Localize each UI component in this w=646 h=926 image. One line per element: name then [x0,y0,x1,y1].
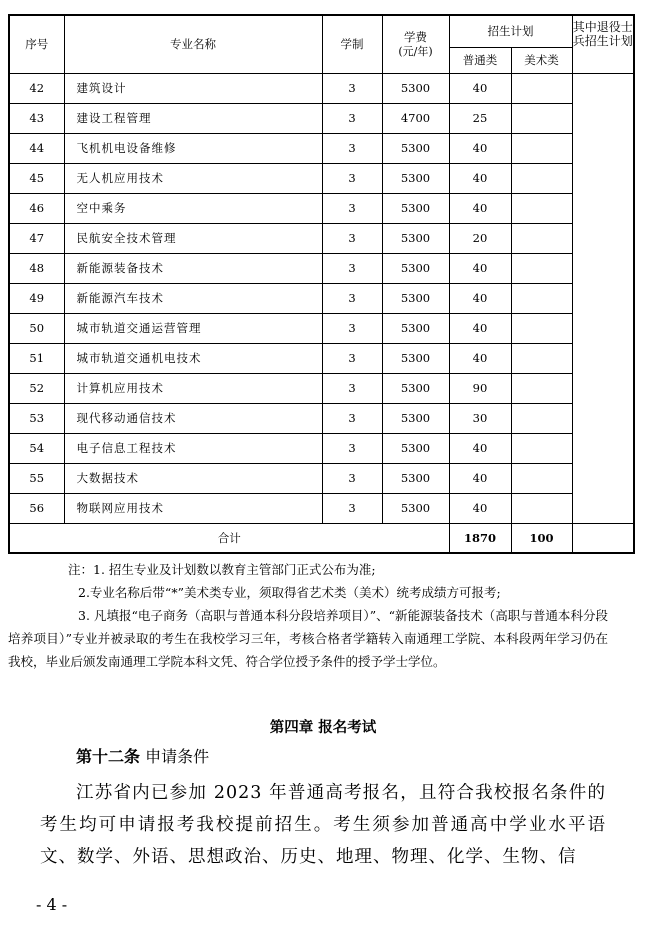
article-heading [76,744,209,767]
cell-years: 3 [322,283,382,313]
table-row [9,163,634,193]
cell-fee: 4700 [382,103,449,133]
article-number: 第十二条 [76,747,141,766]
cell-years: 3 [322,133,382,163]
cell-plan-general: 90 [449,373,511,403]
cell-fee: 5300 [382,73,449,103]
header-fee [382,15,449,73]
cell-plan-art [511,223,572,253]
note-2: 2.专业名称后带“*”美术类专业，须取得省艺术类（美术）统考成绩方可报考; [78,585,501,600]
cell-seq: 43 [9,103,64,133]
cell-years: 3 [322,193,382,223]
cell-fee: 5300 [382,283,449,313]
cell-seq: 44 [9,133,64,163]
cell-plan-general: 40 [449,433,511,463]
cell-plan-general: 40 [449,73,511,103]
cell-years: 3 [322,103,382,133]
cell-plan-art [511,73,572,103]
table-row [9,223,634,253]
table-row [9,343,634,373]
cell-major: 城市轨道交通运营管理 [64,313,322,343]
cell-years: 3 [322,403,382,433]
cell-plan-general: 20 [449,223,511,253]
cell-seq: 51 [9,343,64,373]
table-row [9,73,634,103]
header-major: 专业名称 [64,15,322,73]
cell-major: 空中乘务 [64,193,322,223]
header-seq: 序号 [9,15,64,73]
cell-seq: 54 [9,433,64,463]
article-title: 申请条件 [145,747,210,766]
cell-major: 建设工程管理 [64,103,322,133]
total-art: 100 [511,523,572,553]
chapter-heading: 第四章 报名考试 [269,720,377,736]
header-plan: 招生计划 [449,15,572,47]
article-body [40,777,606,873]
cell-years: 3 [322,343,382,373]
cell-fee: 5300 [382,133,449,163]
cell-plan-art [511,403,572,433]
cell-seq: 56 [9,493,64,523]
cell-plan-general: 30 [449,403,511,433]
cell-fee: 5300 [382,163,449,193]
cell-plan-art [511,193,572,223]
cell-plan-general: 40 [449,463,511,493]
cell-seq: 42 [9,73,64,103]
cell-fee: 5300 [382,343,449,373]
cell-plan-art [511,463,572,493]
cell-years: 3 [322,493,382,523]
cell-fee: 5300 [382,463,449,493]
cell-major: 飞机机电设备维修 [64,133,322,163]
total-veteran [572,523,634,553]
table-row [9,193,634,223]
cell-plan-general: 40 [449,343,511,373]
header-veteran-cell [572,15,634,73]
cell-plan-art [511,283,572,313]
header-fee-line2: (元/年) [398,45,433,59]
cell-plan-general: 25 [449,103,511,133]
cell-fee: 5300 [382,223,449,253]
cell-fee: 5300 [382,313,449,343]
cell-seq: 45 [9,163,64,193]
cell-plan-art [511,133,572,163]
cell-plan-art [511,493,572,523]
cell-fee: 5300 [382,373,449,403]
cell-fee: 5300 [382,433,449,463]
total-general: 1870 [449,523,511,553]
total-label: 合计 [9,523,449,553]
table-row [9,133,634,163]
cell-seq: 52 [9,373,64,403]
cell-plan-general: 40 [449,163,511,193]
header-plan-general: 普通类 [449,47,511,73]
table-row [9,403,634,433]
table-row [9,433,634,463]
cell-major: 新能源装备技术 [64,253,322,283]
cell-plan-general: 40 [449,493,511,523]
cell-major: 民航安全技术管理 [64,223,322,253]
cell-seq: 47 [9,223,64,253]
header-years: 学制 [322,15,382,73]
cell-major: 电子信息工程技术 [64,433,322,463]
cell-plan-art [511,253,572,283]
notes [8,558,608,673]
cell-seq: 46 [9,193,64,223]
table-row [9,313,634,343]
cell-years: 3 [322,433,382,463]
total-row [9,523,634,553]
cell-seq: 53 [9,403,64,433]
note-1: 注：1. 招生专业及计划数以教育主管部门正式公布为准; [68,562,376,577]
cell-seq: 48 [9,253,64,283]
header-fee-line1: 学费 [404,30,427,45]
cell-major: 现代移动通信技术 [64,403,322,433]
header-veteran: 其中退役士兵招生计划 [572,20,633,48]
cell-plan-art [511,103,572,133]
cell-fee: 5300 [382,253,449,283]
cell-seq: 49 [9,283,64,313]
table-row [9,283,634,313]
cell-fee: 5300 [382,493,449,523]
header-plan-art: 美术类 [511,47,572,73]
cell-major: 城市轨道交通机电技术 [64,343,322,373]
article-paragraph: 江苏省内已参加 2023 年普通高考报名，且符合我校报名条件的考生均可申请报考我校提前招生。考生须参加普通高中学业水平语文、数学、外语、思想政治、历史、地理、物理、化学、生物、信 [40,783,606,867]
cell-plan-general: 40 [449,133,511,163]
table-row [9,493,634,523]
note-3: 3. 凡填报“电子商务（高职与普通本科分段培养项目）”、“新能源装备技术（高职与普通本科分段培养项目）”专业并被录取的考生在我校学习三年，考核合格者学籍转入南通理工学院、本科段两年学习仍在我校，毕业后颁发南通理工学院本科文凭、符合学位授予条件的授予学士学位。 [8,608,608,669]
cell-fee: 5300 [382,403,449,433]
cell-years: 3 [322,313,382,343]
cell-plan-art [511,343,572,373]
cell-years: 3 [322,73,382,103]
cell-major: 无人机应用技术 [64,163,322,193]
cell-years: 3 [322,463,382,493]
table-row [9,463,634,493]
cell-plan-general: 40 [449,283,511,313]
cell-major: 新能源汽车技术 [64,283,322,313]
cell-plan-general: 40 [449,193,511,223]
cell-major: 物联网应用技术 [64,493,322,523]
table-row [9,253,634,283]
cell-plan-art [511,163,572,193]
cell-plan-art [511,373,572,403]
cell-plan-general: 40 [449,253,511,283]
cell-years: 3 [322,253,382,283]
cell-major: 大数据技术 [64,463,322,493]
table-row [9,373,634,403]
cell-plan-art [511,433,572,463]
cell-years: 3 [322,223,382,253]
table-row [9,103,634,133]
cell-years: 3 [322,163,382,193]
cell-major: 建筑设计 [64,73,322,103]
cell-seq: 55 [9,463,64,493]
cell-fee: 5300 [382,193,449,223]
enrollment-plan-table [8,14,635,554]
cell-major: 计算机应用技术 [64,373,322,403]
cell-seq: 50 [9,313,64,343]
cell-years: 3 [322,373,382,403]
table-body [9,73,634,553]
page-number: - 4 - [36,895,68,914]
cell-plan-general: 40 [449,313,511,343]
cell-plan-art [511,313,572,343]
